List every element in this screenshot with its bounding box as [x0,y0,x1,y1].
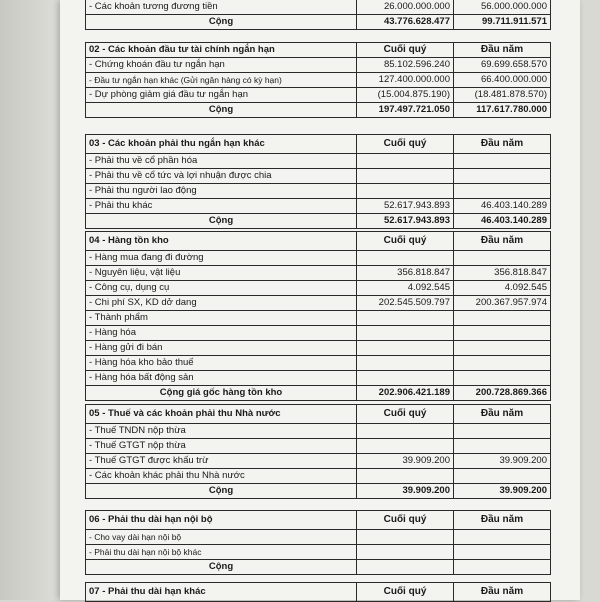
row-value-end [357,356,454,371]
section-title: 05 - Thuế và các khoản phải thu Nhà nước [86,405,357,424]
header-row [86,135,551,154]
column-header-end: Cuối quý [357,135,454,154]
header-row [86,405,551,424]
header-row [86,583,551,602]
row-value-end [357,154,454,169]
total-label: Cộng [86,15,357,30]
row-label: - Các khoản tương đương tiền [86,0,357,15]
section-title: 06 - Phải thu dài hạn nội bộ [86,511,357,530]
row-value-end [357,439,454,454]
row-label: - Hàng mua đang đi đường [86,251,357,266]
total-row [86,560,551,575]
table-row [86,184,551,199]
row-value-end: 202.545.509.797 [357,296,454,311]
row-value-begin [454,545,551,560]
row-label: - Chứng khoán đầu tư ngắn hạn [86,58,357,73]
table-row [86,439,551,454]
row-value-begin [454,356,551,371]
row-value-begin [454,311,551,326]
row-label: - Cho vay dài hạn nội bộ [86,530,357,545]
row-label: - Nguyên liệu, vật liệu [86,266,357,281]
row-label: - Phải thu dài hạn nội bộ khác [86,545,357,560]
table-row [86,530,551,545]
row-value-begin [454,341,551,356]
row-value-end [357,424,454,439]
total-label: Cộng [86,214,357,229]
row-value-end: 127.400.000.000 [357,73,454,88]
column-header-begin: Đầu năm [454,43,551,58]
header-row [86,511,551,530]
row-value-end [357,530,454,545]
total-value-end [357,560,454,575]
section-title: 07 - Phải thu dài hạn khác [86,583,357,602]
table-row [86,58,551,73]
row-value-end: 52.617.943.893 [357,199,454,214]
total-value-end: 197.497.721.050 [357,103,454,118]
row-value-begin: 56.000.000.000 [454,0,551,15]
row-label: - Hàng gửi đi bán [86,341,357,356]
column-header-end: Cuối quý [357,43,454,58]
row-label: - Phải thu khác [86,199,357,214]
table-row [86,356,551,371]
total-label: Cộng giá gốc hàng tồn kho [86,386,357,401]
table-row [86,545,551,560]
row-label: - Chi phí SX, KD dở dang [86,296,357,311]
total-label: Cộng [86,484,357,499]
section-06-table [85,510,551,575]
row-value-end: (15.004.875.190) [357,88,454,103]
total-value-end: 202.906.421.189 [357,386,454,401]
total-value-begin: 99.711.911.571 [454,15,551,30]
column-header-begin: Đầu năm [454,583,551,602]
table-row [86,424,551,439]
table-row [86,371,551,386]
table-row [86,469,551,484]
table-row [86,341,551,356]
section-title: 02 - Các khoản đầu tư tài chính ngắn hạn [86,43,357,58]
row-value-end [357,341,454,356]
column-header-end: Cuối quý [357,583,454,602]
total-value-begin: 117.617.780.000 [454,103,551,118]
row-value-end [357,311,454,326]
total-value-begin: 200.728.869.366 [454,386,551,401]
row-label: - Hàng hóa [86,326,357,341]
row-value-begin: (18.481.878.570) [454,88,551,103]
total-value-begin: 39.909.200 [454,484,551,499]
column-header-begin: Đầu năm [454,232,551,251]
row-value-begin [454,154,551,169]
row-value-begin: 200.367.957.974 [454,296,551,311]
row-label: - Phải thu về cổ tức và lợi nhuận được chia [86,169,357,184]
row-value-begin: 39.909.200 [454,454,551,469]
column-header-begin: Đầu năm [454,135,551,154]
section-04-table [85,231,551,401]
section-03-table [85,134,551,229]
row-label: - Hàng hóa kho bảo thuế [86,356,357,371]
row-label: - Dự phòng giảm giá đầu tư ngắn hạn [86,88,357,103]
row-value-end: 39.909.200 [357,454,454,469]
total-value-end: 52.617.943.893 [357,214,454,229]
row-label: - Thuế GTGT được khấu trừ [86,454,357,469]
row-value-end [357,169,454,184]
column-header-begin: Đầu năm [454,405,551,424]
table-row [86,266,551,281]
total-row [86,484,551,499]
row-value-end [357,251,454,266]
column-header-begin: Đầu năm [454,511,551,530]
row-label: - Phải thu người lao động [86,184,357,199]
total-value-begin: 46.403.140.289 [454,214,551,229]
row-label: - Thuế GTGT nộp thừa [86,439,357,454]
column-header-end: Cuối quý [357,511,454,530]
row-value-end [357,184,454,199]
section-05-table [85,404,551,499]
section-02-table [85,42,551,118]
total-value-end: 39.909.200 [357,484,454,499]
row-value-begin: 69.699.658.570 [454,58,551,73]
row-value-begin: 356.818.847 [454,266,551,281]
total-row [86,15,551,30]
row-value-begin [454,530,551,545]
total-label: Cộng [86,103,357,118]
row-label: - Phải thu về cổ phần hóa [86,154,357,169]
section-07-table [85,582,551,602]
row-value-begin [454,326,551,341]
row-label: - Thuế TNDN nộp thừa [86,424,357,439]
total-row [86,103,551,118]
row-value-begin [454,424,551,439]
total-value-end: 43.776.628.477 [357,15,454,30]
row-value-end [357,469,454,484]
header-row [86,232,551,251]
total-row [86,386,551,401]
table-row [86,73,551,88]
row-value-end [357,371,454,386]
column-header-end: Cuối quý [357,232,454,251]
section-title: 03 - Các khoản phải thu ngắn hạn khác [86,135,357,154]
row-value-end [357,545,454,560]
row-value-end: 85.102.596.240 [357,58,454,73]
row-label: - Các khoản khác phải thu Nhà nước [86,469,357,484]
table-row [86,251,551,266]
row-value-end: 4.092.545 [357,281,454,296]
row-label: - Đầu tư ngắn hạn khác (Gửi ngân hàng có kỳ hạn) [86,73,357,88]
row-value-begin [454,439,551,454]
table-row [86,154,551,169]
row-label: - Hàng hóa bất động sản [86,371,357,386]
total-row [86,214,551,229]
row-value-begin [454,251,551,266]
table-row [86,88,551,103]
row-value-begin [454,469,551,484]
row-value-begin: 66.400.000.000 [454,73,551,88]
table-row [86,199,551,214]
row-label: - Thành phẩm [86,311,357,326]
total-label: Cộng [86,560,357,575]
row-value-end [357,326,454,341]
row-value-begin [454,184,551,199]
table-row [86,169,551,184]
row-value-end: 26.000.000.000 [357,0,454,15]
row-value-begin [454,371,551,386]
table-row [86,296,551,311]
section-title: 04 - Hàng tồn kho [86,232,357,251]
table-row [86,454,551,469]
table-row [86,0,551,15]
row-value-begin [454,169,551,184]
row-value-begin: 46.403.140.289 [454,199,551,214]
row-label: - Công cụ, dụng cụ [86,281,357,296]
section-01-table [85,0,551,30]
page-edge [0,0,60,600]
row-value-end: 356.818.847 [357,266,454,281]
row-value-begin: 4.092.545 [454,281,551,296]
table-row [86,311,551,326]
column-header-end: Cuối quý [357,405,454,424]
total-value-begin [454,560,551,575]
header-row [86,43,551,58]
table-row [86,281,551,296]
table-row [86,326,551,341]
